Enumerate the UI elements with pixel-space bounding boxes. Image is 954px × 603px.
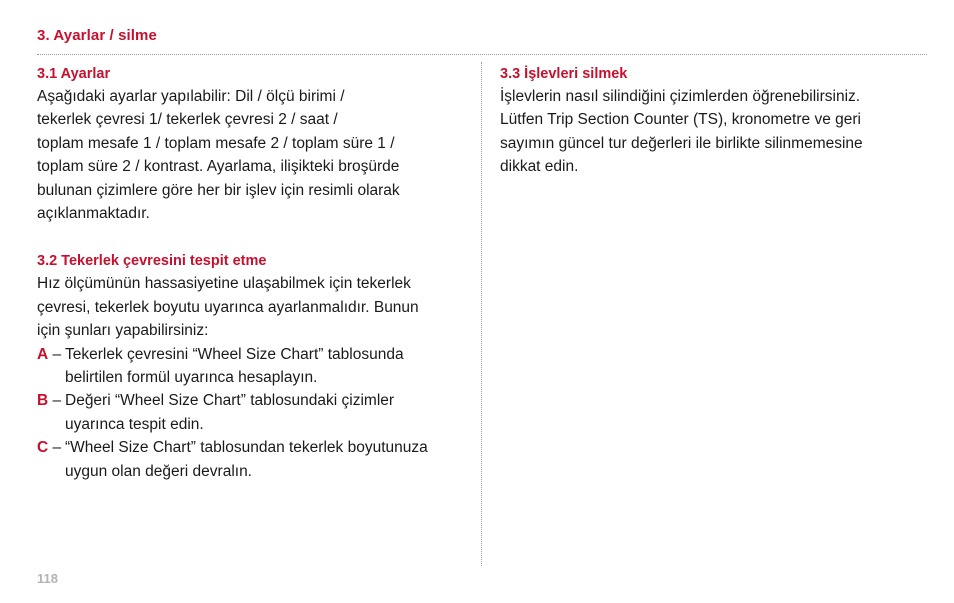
list-dash: – bbox=[52, 439, 62, 457]
section-body bbox=[37, 85, 469, 225]
text-line: belirtilen formül uyarınca hesaplayın. bbox=[65, 369, 318, 387]
list-marker bbox=[37, 389, 65, 412]
text-line: bulunan çizimlere göre her bir işlev için resimli olarak bbox=[37, 181, 400, 199]
section-title: 3.2 Tekerlek çevresini tespit etme bbox=[37, 253, 267, 270]
text-line: Lütfen Trip Section Counter (TS), kronometre ve geri bbox=[500, 111, 861, 129]
text-line: açıklanmaktadır. bbox=[37, 205, 150, 223]
list-letter: A bbox=[37, 345, 49, 363]
section-body bbox=[500, 85, 926, 179]
text-line: toplam süre 2 / kontrast. Ayarlama, ilişikteki broşürde bbox=[37, 158, 400, 176]
list-letter: C bbox=[37, 439, 49, 457]
list-dash: – bbox=[52, 345, 62, 363]
text-line: Aşağıdaki ayarlar yapılabilir: Dil / ölçü birimi / bbox=[37, 88, 345, 105]
section-spacer bbox=[37, 225, 469, 250]
page-number: 118 bbox=[37, 571, 58, 586]
text-line: toplam mesafe 1 / toplam mesafe 2 / toplam süre 1 / bbox=[37, 134, 395, 152]
section-3-1 bbox=[37, 64, 469, 225]
right-column bbox=[500, 63, 926, 179]
section-3-2 bbox=[37, 251, 469, 483]
text-line: sayımın güncel tur değerleri ile birlikte silinmemesine bbox=[500, 134, 863, 152]
text-line: için şunları yapabilirsiniz: bbox=[37, 322, 209, 340]
text-line: çevresi, tekerlek boyutu uyarınca ayarlanmalıdır. Bunun bbox=[37, 298, 419, 316]
text-line: uyarınca tespit edin. bbox=[65, 415, 204, 433]
list-item-b bbox=[37, 389, 469, 436]
section-3-3 bbox=[500, 64, 926, 179]
top-divider bbox=[37, 54, 927, 55]
text-line: dikkat edin. bbox=[500, 158, 579, 176]
list-marker bbox=[37, 343, 65, 366]
text-line: “Wheel Size Chart” tablosundan tekerlek boyutunuza bbox=[65, 439, 428, 457]
section-title: 3.1 Ayarlar bbox=[37, 66, 111, 82]
text-line: Tekerlek çevresini “Wheel Size Chart” tablosunda bbox=[65, 345, 404, 363]
text-line: Değeri “Wheel Size Chart” tablosundaki çizimler bbox=[65, 392, 395, 410]
text-line: uygun olan değeri devralın. bbox=[65, 462, 252, 480]
option-list bbox=[37, 343, 469, 483]
text-line: tekerlek çevresi 1/ tekerlek çevresi 2 / saat / bbox=[37, 111, 338, 129]
section-title: 3.3 İşlevleri silmek bbox=[500, 66, 628, 82]
column-divider bbox=[481, 62, 482, 566]
list-item-a bbox=[37, 343, 469, 390]
list-item-c bbox=[37, 436, 469, 483]
list-dash: – bbox=[52, 392, 62, 410]
left-column bbox=[37, 63, 469, 483]
list-marker bbox=[37, 436, 65, 459]
section-body bbox=[37, 272, 469, 342]
page-heading: 3. Ayarlar / silme bbox=[37, 27, 157, 44]
text-line: Hız ölçümünün hassasiyetine ulaşabilmek için tekerlek bbox=[37, 275, 411, 293]
list-letter: B bbox=[37, 392, 49, 410]
text-line: İşlevlerin nasıl silindiğini çizimlerden öğrenebilirsiniz. bbox=[500, 88, 861, 105]
